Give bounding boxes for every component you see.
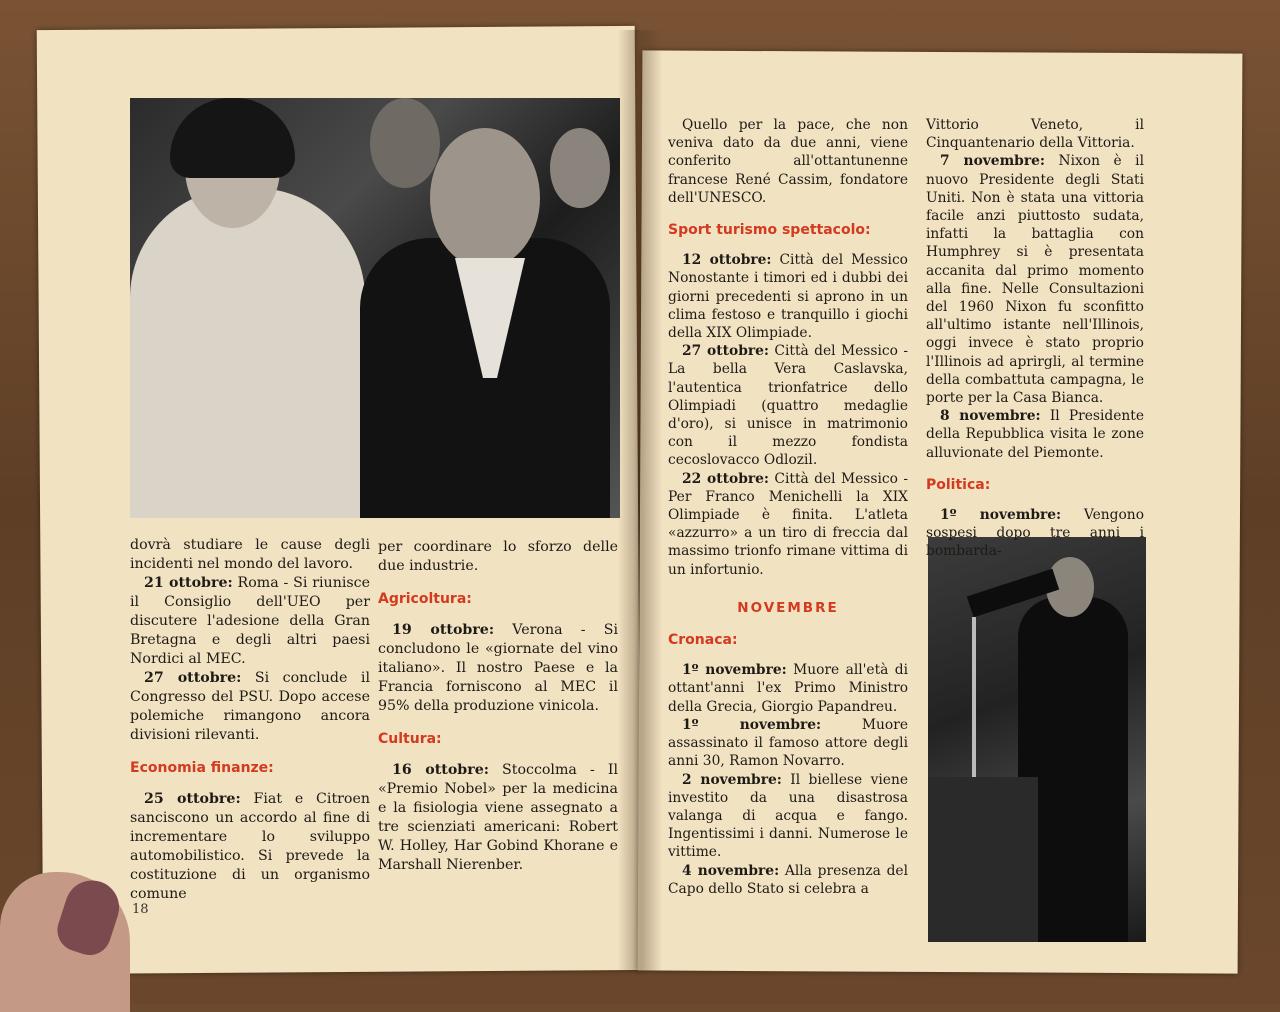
paragraph: Quello per la pace, che non veniva dato da due anni, viene conferito all'ottantunenne francese René Cassim, fondatore dell'UNESCO. <box>668 117 908 206</box>
left-column-1 <box>130 536 370 904</box>
photo-figure-woman <box>130 188 365 518</box>
left-column-2 <box>378 538 618 875</box>
paragraph: 16 ottobre: Stoccolma - Il «Premio Nobel» per la medicina e la fisiologia viene assegnato a tre scienziati americani: Robert W. Holley, Har Gobind Khorane e Marshall Nierenber. <box>378 762 618 873</box>
date-label: 12 ottobre: <box>682 252 772 269</box>
date-label: 19 ottobre: <box>392 622 495 638</box>
paragraph: per coordinare lo sforzo delle due industrie. <box>378 539 618 574</box>
photo-podium <box>928 777 1038 942</box>
date-label: 27 ottobre: <box>682 343 769 360</box>
date-label: 21 ottobre: <box>144 575 233 591</box>
photo-nixon-speaking <box>928 537 1146 942</box>
photo-face-background-man <box>370 98 440 188</box>
paragraph: 25 ottobre: Fiat e Citroen sanciscono un accordo al fine di incrementare lo sviluppo automobilistico. Si prevede la costituzione di un organismo comune <box>130 791 371 902</box>
date-label: 22 ottobre: <box>682 470 769 487</box>
paragraph: 27 ottobre: Città del Messico - La bella Vera Caslavska, l'autentica trionfatrice dello Olimpiadi (quattro medaglie d'oro), si unisce in matrimonio con il mezzo fondista cecoslovacco Odlozil. <box>668 343 908 469</box>
paragraph: 19 ottobre: Verona - Si concludono le «giornate del vino italiano». Il nostro Paese e la Francia forniscono al MEC il 95% della produzione vinicola. <box>378 622 619 714</box>
photo-face-officer <box>550 128 610 208</box>
date-label: 25 ottobre: <box>144 791 241 807</box>
section-heading-economia: Economia finanze: <box>130 760 274 776</box>
section-heading-cultura: Cultura: <box>378 731 442 747</box>
paragraph: 7 novembre: Nixon è il nuovo Presidente degli Stati Uniti. Non è stata una vittoria facile anzi piuttosto sudata, infatti la battaglia con Humphrey si è presentata accanita dal primo momento alla fine. Nelle Consultazioni del 1960 Nixon fu sconfitto all'ultimo istante nell'Illinois, oggi invece è stato proprio l'Illinois ad aprirgli, al termine della combattuta campagna, le porte per la Casa Bianca. <box>926 153 1144 407</box>
section-heading-agricoltura: Agricoltura: <box>378 591 472 607</box>
right-column-2 <box>926 116 1144 561</box>
month-heading-novembre: NOVEMBRE <box>737 599 839 616</box>
section-heading-politica: Politica: <box>926 476 991 493</box>
paragraph: 12 ottobre: Città del Messico Nonostante i timori ed i dubbi dei giorni precedenti si aprono in un clima festoso e tranquillo i giochi della XIX Olimpiade. <box>668 252 908 342</box>
paragraph: dovrà studiare le cause degli incidenti nel mondo del lavoro. <box>130 537 370 572</box>
paragraph: 2 novembre: Il biellese viene investito da una disastrosa valanga di acqua e fango. Ingentissimi i danni. Numerose le vittime. <box>668 771 908 861</box>
paragraph: 1º novembre: Muore all'età di ottant'anni l'ex Primo Ministro della Grecia, Giorgio Papandreu. <box>668 662 909 715</box>
date-label: 1º novembre: <box>940 507 1062 524</box>
paragraph: Vittorio Veneto, il Cinquantenario della Vittoria. <box>926 117 1144 152</box>
paragraph: 4 novembre: Alla presenza del Capo dello Stato si celebra a <box>668 862 908 897</box>
paragraph: 1º novembre: Vengono sospesi dopo tre anni i bombarda- <box>926 507 1144 560</box>
paragraph: 21 ottobre: Roma - Si riunisce il Consiglio dell'UEO per discutere l'adesione della Gran Bretagna e degli altri paesi Nordici al MEC. <box>130 575 370 667</box>
date-label: 1º novembre: <box>682 662 787 679</box>
date-label: 8 novembre: <box>940 408 1041 425</box>
date-label: 16 ottobre: <box>392 762 489 778</box>
paragraph: 22 ottobre: Città del Messico - Per Franco Menichelli la XIX Olimpiade è finita. L'atleta «azzurro» a un tiro di freccia dal massimo trionfo rimane vittima di un infortunio. <box>668 470 908 578</box>
photo-jacqueline-onassis <box>130 98 620 518</box>
date-label: 7 novembre: <box>940 153 1045 170</box>
date-label: 2 novembre: <box>682 771 782 788</box>
date-label: 27 ottobre: <box>144 670 242 686</box>
paragraph: 27 ottobre: Si conclude il Congresso del PSU. Dopo accese polemiche rimangono ancora divisioni rilevanti. <box>130 670 370 743</box>
paragraph: 1º novembre: Muore assassinato il famoso attore degli anni 30, Ramon Novarro. <box>668 716 908 770</box>
section-heading-sport: Sport turismo spettacolo: <box>668 222 871 239</box>
right-column-1 <box>668 116 908 898</box>
date-label: 4 novembre: <box>682 862 780 879</box>
page-number: 18 <box>132 902 149 917</box>
photo-hair-woman <box>170 98 295 178</box>
section-heading-cronaca: Cronaca: <box>668 632 738 649</box>
book-gutter <box>618 30 662 972</box>
date-label: 1º novembre: <box>682 716 822 733</box>
paragraph: 8 novembre: Il Presidente della Repubblica visita le zone alluvionate del Piemonte. <box>926 408 1144 461</box>
photo-face-man <box>430 128 540 268</box>
